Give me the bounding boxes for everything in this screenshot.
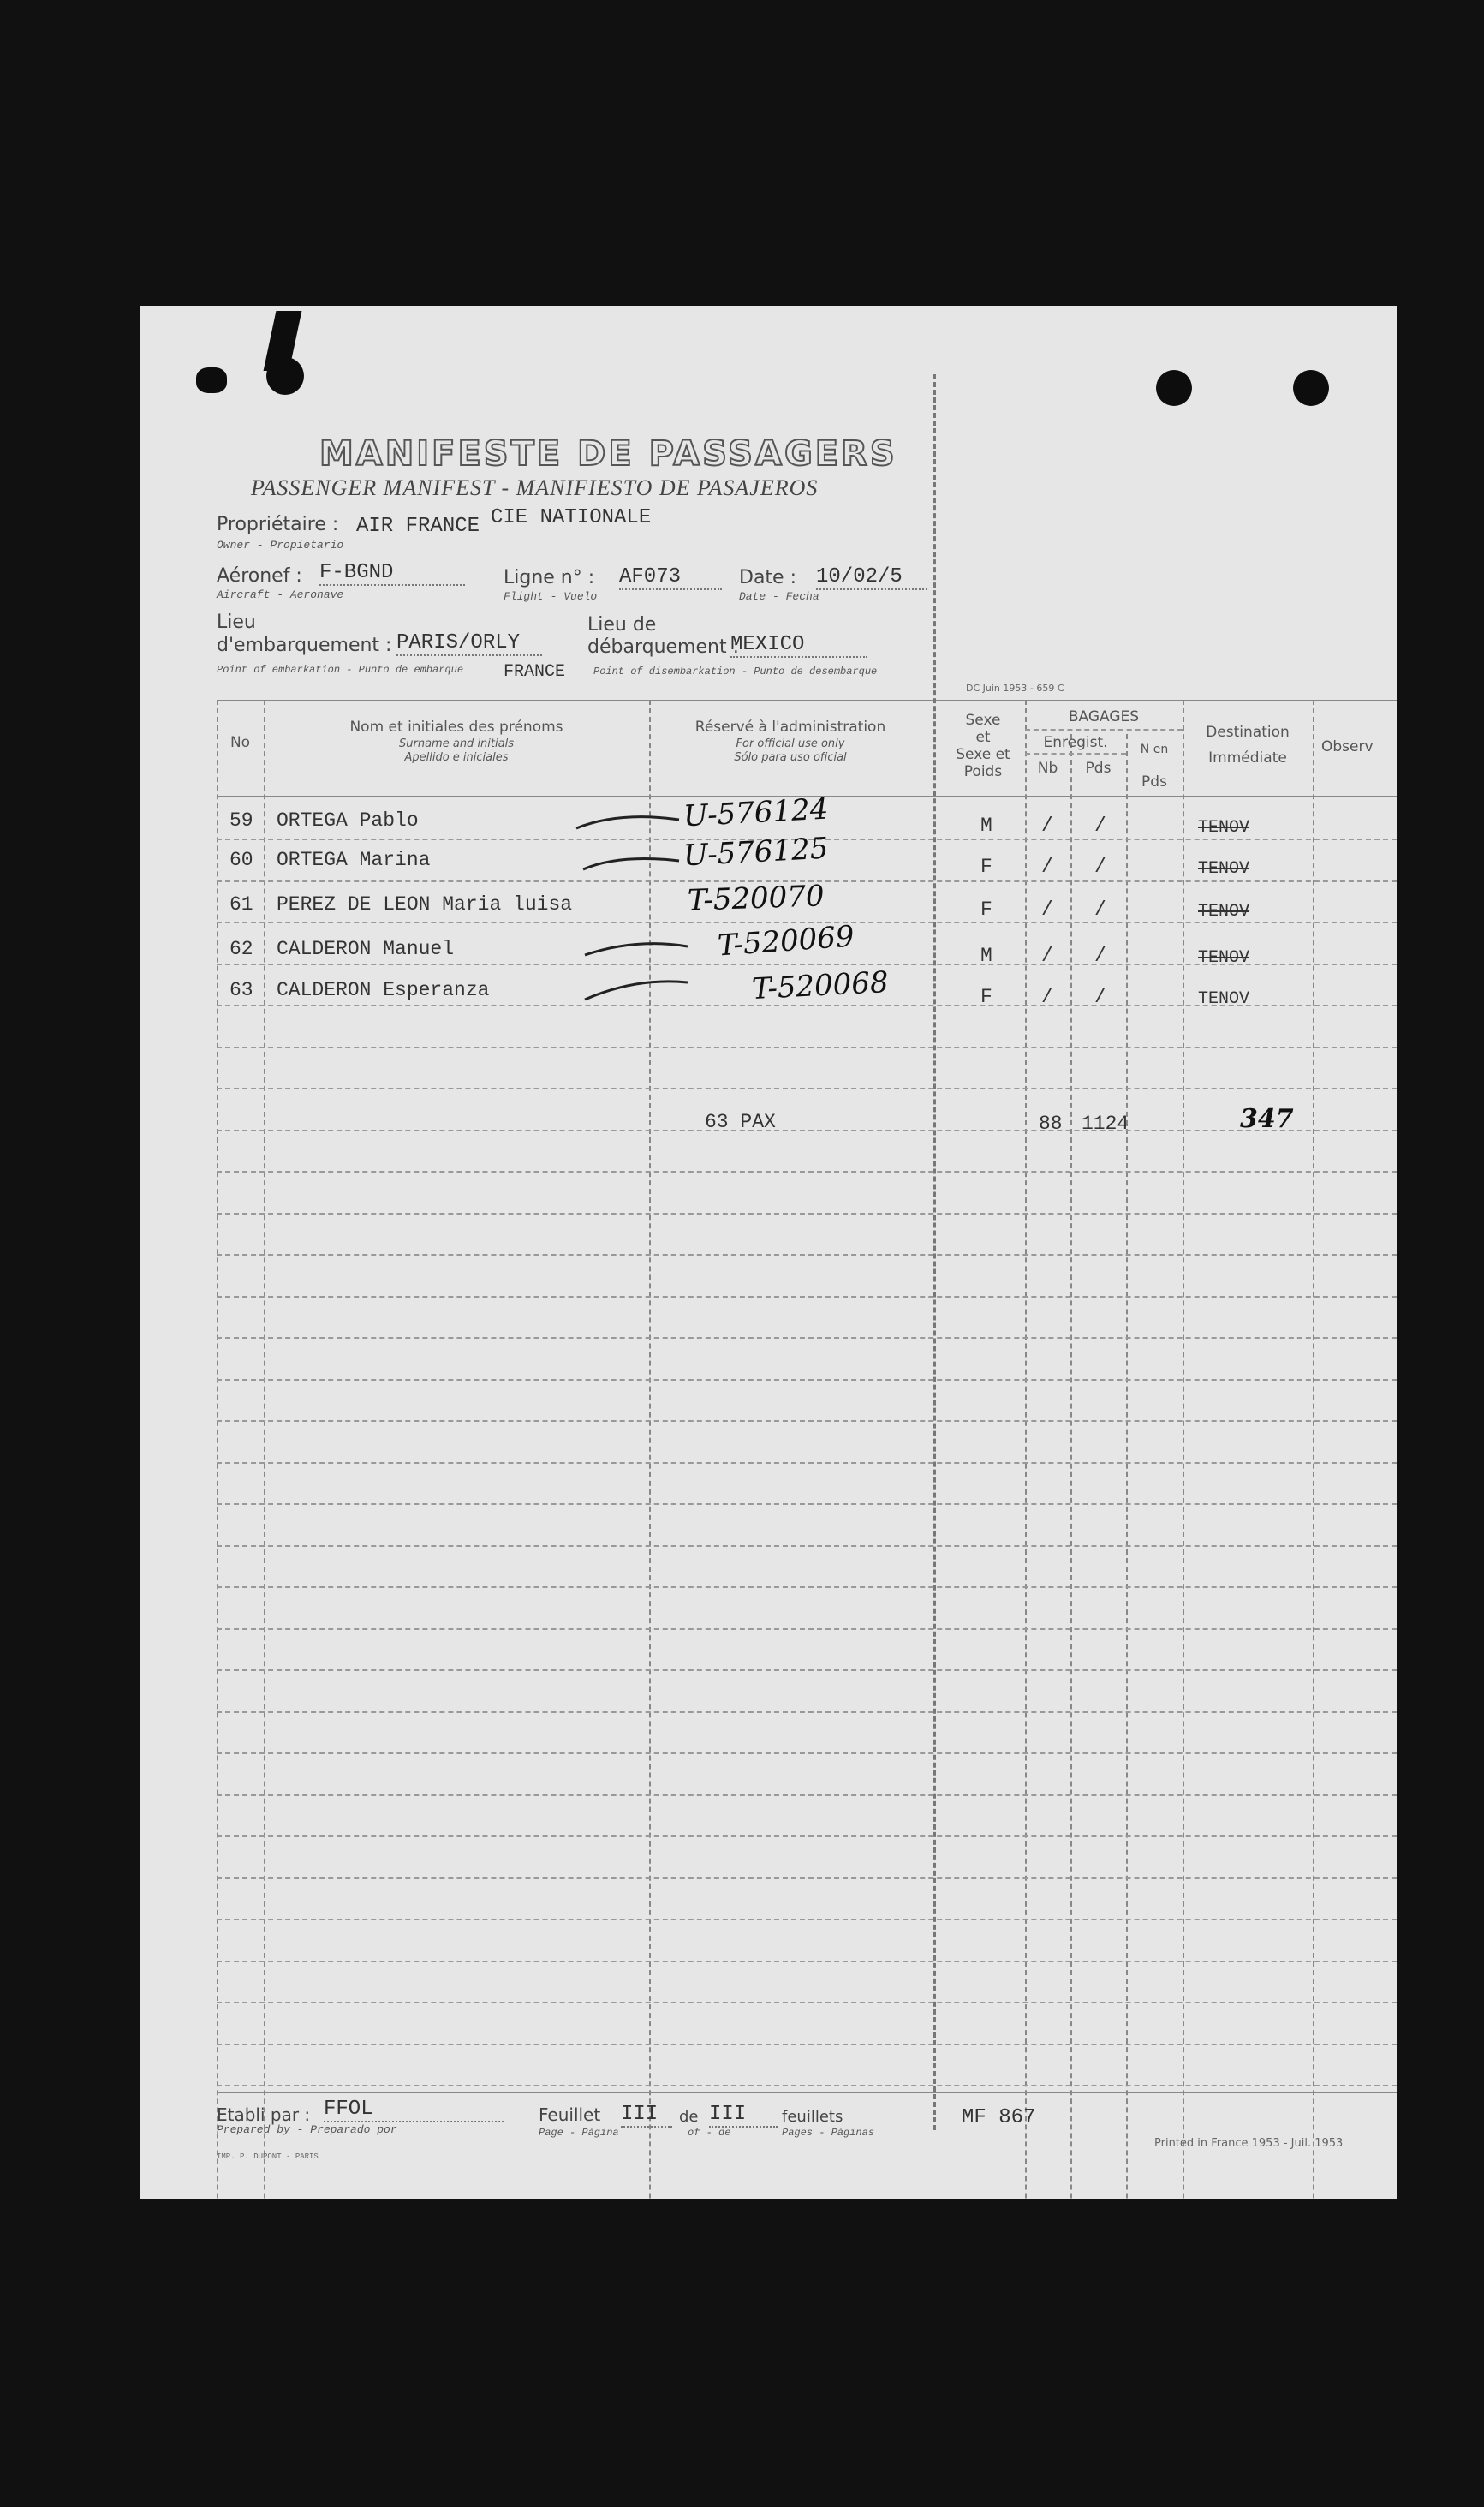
sheet-sub-1: Page - Página xyxy=(539,2127,619,2139)
header-admin-en: For official use only xyxy=(736,737,845,750)
row-rule xyxy=(217,1420,1397,1422)
row-sex: M xyxy=(980,945,992,967)
total-pax: 63 PAX xyxy=(705,1111,776,1133)
sheet-label: Feuillet xyxy=(539,2104,601,2125)
disembark-label-2: débarquement : xyxy=(587,636,739,658)
total-destination: 347 xyxy=(1240,1104,1294,1134)
form-code: MF 867 xyxy=(962,2106,1036,2129)
row-rule xyxy=(217,1379,1397,1381)
sheet-sub-3: Pages - Páginas xyxy=(782,2127,875,2139)
manifest-sheet xyxy=(140,306,1397,2199)
printer-credit: IMP. P. DUPONT - PARIS xyxy=(217,2152,319,2161)
header-no: No xyxy=(229,734,251,751)
embark-label-2: d'embarquement : xyxy=(217,635,392,656)
date-value: 10/02/5 xyxy=(816,565,927,590)
row-no: 62 xyxy=(229,938,253,960)
row-rule xyxy=(217,1462,1397,1464)
header-baggage: BAGAGES xyxy=(1068,708,1140,725)
row-destination: TENOV xyxy=(1198,902,1250,922)
row-nb: / xyxy=(1041,898,1053,921)
row-no: 61 xyxy=(229,893,253,916)
row-sex: F xyxy=(980,898,992,921)
row-rule xyxy=(217,2044,1397,2045)
row-rule xyxy=(217,1711,1397,1713)
owner-extra: CIE NATIONALE xyxy=(491,506,652,529)
row-sex: F xyxy=(980,856,992,878)
total-bags: 88 xyxy=(1039,1113,1063,1135)
header-sex-et: et xyxy=(975,729,991,746)
row-rule xyxy=(217,1337,1397,1339)
row-no: 63 xyxy=(229,979,253,1001)
disembark-label-1: Lieu de xyxy=(587,614,657,636)
row-pds: / xyxy=(1094,986,1106,1008)
date-sub: Date - Fecha xyxy=(739,590,819,603)
punch-hole-top-right-1 xyxy=(1156,370,1192,406)
embark-sub: Point of embarkation - Punto de embarque xyxy=(217,664,464,676)
header-observations: Observ xyxy=(1321,738,1374,755)
tick-marks xyxy=(568,794,688,1017)
form-title: MANIFESTE DE PASSAGERS xyxy=(319,434,897,474)
row-no: 59 xyxy=(229,809,253,832)
header-name-es: Apellido e iniciales xyxy=(404,751,509,764)
disembark-sub: Point of disembarkation - Punto de desembarque xyxy=(593,666,878,677)
row-admin: T-520068 xyxy=(751,964,890,1007)
col-border-no xyxy=(264,700,265,2199)
aircraft-value: F-BGND xyxy=(319,561,465,586)
header-destination: Destination xyxy=(1206,724,1290,741)
col-border-dest xyxy=(1313,700,1314,2199)
row-name: CALDERON Manuel xyxy=(277,938,455,960)
row-rule xyxy=(217,1130,1397,1131)
col-border-pds xyxy=(1126,734,1128,2199)
row-admin: T-520069 xyxy=(716,919,855,964)
owner-value: AIR FRANCE xyxy=(356,515,480,538)
prepared-value: FFOL xyxy=(324,2098,504,2122)
col-border-sex xyxy=(1025,700,1027,2199)
flight-sub: Flight - Vuelo xyxy=(504,590,598,603)
row-rule xyxy=(217,1545,1397,1547)
row-rule xyxy=(217,1171,1397,1173)
row-admin: U-576124 xyxy=(682,791,830,834)
row-admin: T-520070 xyxy=(687,879,825,918)
punch-hole-top-right-2 xyxy=(1293,370,1329,406)
row-rule xyxy=(217,1669,1397,1671)
row-rule xyxy=(217,1503,1397,1505)
row-nb: / xyxy=(1041,815,1053,837)
flight-value: AF073 xyxy=(619,565,722,590)
printed-note: Printed in France 1953 - Juil. 1953 xyxy=(1154,2137,1344,2150)
row-pds: / xyxy=(1094,898,1106,921)
header-name-en: Surname and initials xyxy=(399,737,514,750)
row-rule xyxy=(217,1296,1397,1298)
bag-reg-divider xyxy=(1025,753,1126,755)
row-name: PEREZ DE LEON Maria luisa xyxy=(277,893,573,916)
header-sex-2: Sexe et xyxy=(956,746,1010,763)
sheet-value: III xyxy=(621,2103,672,2128)
punch-hole-left xyxy=(196,367,227,393)
header-bag-hand-pds: Pds xyxy=(1141,773,1167,791)
col-border-left xyxy=(217,700,218,2199)
row-sex: M xyxy=(980,815,992,837)
embark-label-1: Lieu xyxy=(217,612,256,633)
header-bag-hand: N en xyxy=(1140,743,1169,756)
owner-label: Propriétaire : xyxy=(217,514,339,535)
header-bag-pds: Pds xyxy=(1085,760,1112,777)
row-rule xyxy=(217,1835,1397,1837)
header-admin: Réservé à l'administration xyxy=(694,719,886,736)
header-admin-es: Sólo para uso oficial xyxy=(734,751,847,764)
row-name: CALDERON Esperanza xyxy=(277,979,490,1001)
row-name: ORTEGA Marina xyxy=(277,849,431,871)
row-rule xyxy=(217,1752,1397,1754)
disembark-value: MEXICO xyxy=(730,633,867,658)
row-rule xyxy=(217,1794,1397,1796)
embark-country: FRANCE xyxy=(504,662,566,682)
table-top-border xyxy=(217,700,1397,701)
baggage-divider xyxy=(1025,729,1183,731)
footer-top-border xyxy=(217,2092,1397,2093)
total-weight: 1124 xyxy=(1082,1113,1129,1135)
fold-line xyxy=(933,374,936,2130)
header-sex: Sexe xyxy=(965,712,1001,729)
aircraft-label: Aéronef : xyxy=(217,565,302,587)
row-rule xyxy=(217,1628,1397,1630)
row-rule xyxy=(217,1088,1397,1089)
row-destination: TENOV xyxy=(1198,818,1250,838)
aircraft-sub: Aircraft - Aeronave xyxy=(217,588,344,601)
sheet-of: de xyxy=(679,2108,699,2126)
col-border-nb xyxy=(1070,734,1072,2199)
prepared-sub: Prepared by - Preparado por xyxy=(217,2123,397,2136)
header-weight: Poids xyxy=(963,763,1003,780)
row-name: ORTEGA Pablo xyxy=(277,809,419,832)
row-pds: / xyxy=(1094,945,1106,967)
row-destination: TENOV xyxy=(1198,989,1250,1009)
embark-value: PARIS/ORLY xyxy=(396,631,542,656)
row-destination: TENOV xyxy=(1198,948,1250,968)
flight-label: Ligne n° : xyxy=(504,567,595,588)
row-rule xyxy=(217,1877,1397,1879)
row-sex: F xyxy=(980,986,992,1008)
header-bag-reg: Enregist. xyxy=(1043,734,1108,751)
sheet-sub-2: of - de xyxy=(688,2127,731,2139)
sheet-total: III xyxy=(709,2103,778,2128)
row-destination: TENOV xyxy=(1198,859,1250,879)
row-no: 60 xyxy=(229,849,253,871)
header-destination-2: Immédiate xyxy=(1208,749,1287,767)
header-name: Nom et initiales des prénoms xyxy=(349,719,563,736)
row-rule xyxy=(217,1047,1397,1048)
row-nb: / xyxy=(1041,945,1053,967)
row-rule xyxy=(217,1254,1397,1256)
header-bag-nb: Nb xyxy=(1037,760,1058,777)
col-border-hand xyxy=(1183,700,1184,2199)
row-nb: / xyxy=(1041,986,1053,1008)
row-rule xyxy=(217,1919,1397,1920)
row-pds: / xyxy=(1094,815,1106,837)
row-admin: U-576125 xyxy=(682,831,830,874)
row-rule xyxy=(217,1213,1397,1215)
form-reference: DC Juin 1953 - 659 C xyxy=(966,683,1064,694)
owner-sub: Owner - Propietario xyxy=(217,539,344,552)
form-subtitle: PASSENGER MANIFEST - MANIFIESTO DE PASAJEROS xyxy=(251,475,819,500)
row-rule xyxy=(217,2085,1397,2086)
row-rule xyxy=(217,2002,1397,2003)
row-rule xyxy=(217,1961,1397,1962)
row-nb: / xyxy=(1041,856,1053,878)
prepared-label: Etabli par : xyxy=(217,2104,311,2125)
row-pds: / xyxy=(1094,856,1106,878)
row-rule xyxy=(217,1586,1397,1588)
sheet-label-2: feuillets xyxy=(782,2108,843,2126)
date-label: Date : xyxy=(739,567,796,588)
